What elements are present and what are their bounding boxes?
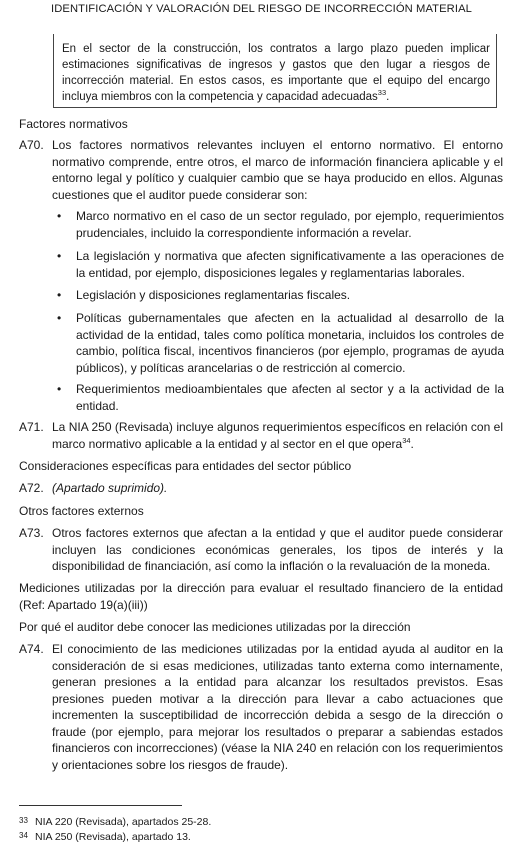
example-box-text xyxy=(62,41,490,105)
para-number-a74: A74. xyxy=(19,642,44,656)
footnote-number: 33 xyxy=(19,816,28,825)
bullet-item-3: Legislación y disposiciones reglamentarias fiscales. xyxy=(76,288,351,302)
footnote-number: 34 xyxy=(19,831,28,840)
para-text-a70: Los factores normativos relevantes incluyen el entorno normativo. El entorno normativo comprende, entre otros, el marco de información financiera aplicable y el entorno legal y político y cualquier cambio que se haya producido en ellos. Algunas cuestiones que el auditor puede considerar son: xyxy=(52,138,503,202)
heading-factores-normativos: Factores normativos xyxy=(19,117,128,131)
bullet-marker: • xyxy=(57,209,62,223)
footnote-text: NIA 220 (Revisada), apartados 25-28. xyxy=(35,816,212,828)
bullet-item-4: Políticas gubernamentales que afecten en la actualidad al desarrollo de la actividad de la entidad, tales como política monetaria, incluidos los controles de cambio, política fiscal, incentivos financieros (por ejemplo, programas de ayuda públicos), y políticas arancelarias o de restricción al comercio. xyxy=(76,311,504,375)
page-header: IDENTIFICACIÓN Y VALORACIÓN DEL RIESGO DE INCORRECCIÓN MATERIAL xyxy=(51,3,472,15)
a71-text: La NIA 250 (Revisada) incluye algunos requerimientos específicos en relación con el marco normativo aplicable a la entidad y al sector en el que opera xyxy=(52,420,503,451)
bullet-marker: • xyxy=(57,382,62,396)
bullet-marker: • xyxy=(57,249,62,263)
para-text-a72: (Apartado suprimido). xyxy=(52,481,168,495)
heading-mediciones: Mediciones utilizadas por la dirección para evaluar el resultado financiero de la entidad (Ref: Apartado 19(a)(iii)) xyxy=(19,581,503,612)
para-number-a70: A70. xyxy=(19,138,44,152)
bullet-item-1: Marco normativo en el caso de un sector regulado, por ejemplo, requerimientos prudenciales, incluido la correspondiente información a revelar. xyxy=(76,209,504,240)
footnote-divider xyxy=(19,805,182,806)
bullet-marker: • xyxy=(57,311,62,325)
footnote-text: NIA 250 (Revisada), apartado 13. xyxy=(35,831,191,843)
box-text: En el sector de la construcción, los contratos a largo plazo pueden implicar estimaciones significativas de ingresos y gastos que den lugar a riesgos de incorrección material. En estos casos, es importante que el equipo del encargo incluya miembros con la competencia y capacidad adecuadas xyxy=(62,43,490,103)
footnote-ref-34[interactable]: 34 xyxy=(402,435,411,445)
heading-por-que: Por qué el auditor debe conocer las mediciones utilizadas por la dirección xyxy=(19,620,411,634)
bullet-marker: • xyxy=(57,288,62,302)
bullet-item-5: Requerimientos medioambientales que afecten al sector y a la actividad de la entidad. xyxy=(76,382,504,413)
footnote-34 xyxy=(19,828,191,846)
para-number-a73: A73. xyxy=(19,526,44,540)
para-number-a71: A71. xyxy=(19,420,44,434)
para-number-a72: A72. xyxy=(19,481,44,495)
para-text-a71 xyxy=(52,419,503,452)
box-text-end: . xyxy=(386,91,390,103)
footnote-ref-33[interactable]: 33 xyxy=(377,88,387,97)
para-text-a74: El conocimiento de las mediciones utilizadas por la entidad ayuda al auditor en la consideración de si esas mediciones, utilizadas tanto externa como internamente, generan presiones a la entidad para alcanzar los resultados previstos. Esas presiones pueden motivar a la dirección para llevar a cabo actuaciones que incrementen la susceptibilidad de incorrección debida a sesgo de la dirección o fraude (por ejemplo, para mejorar los resultados o preparar a sabiendas estados financieros con incorrecciones) (véase la NIA 240 en relación con los requerimientos y orientaciones sobre los riesgos de fraude). xyxy=(52,642,503,772)
a71-text-end: . xyxy=(410,436,414,451)
bullet-item-2: La legislación y normativa que afecten significativamente a las operaciones de la entidad, por ejemplo, disposiciones legales y reglamentarias laborales. xyxy=(76,249,504,280)
heading-otros-factores: Otros factores externos xyxy=(19,504,144,518)
heading-sector-publico: Consideraciones específicas para entidades del sector público xyxy=(19,459,352,473)
example-box xyxy=(53,34,497,108)
para-text-a73: Otros factores externos que afectan a la entidad y que el auditor puede considerar incluyen las condiciones económicas generales, los tipos de interés y la disponibilidad de financiación, así como la inflación o la revaluación de la moneda. xyxy=(52,526,503,573)
